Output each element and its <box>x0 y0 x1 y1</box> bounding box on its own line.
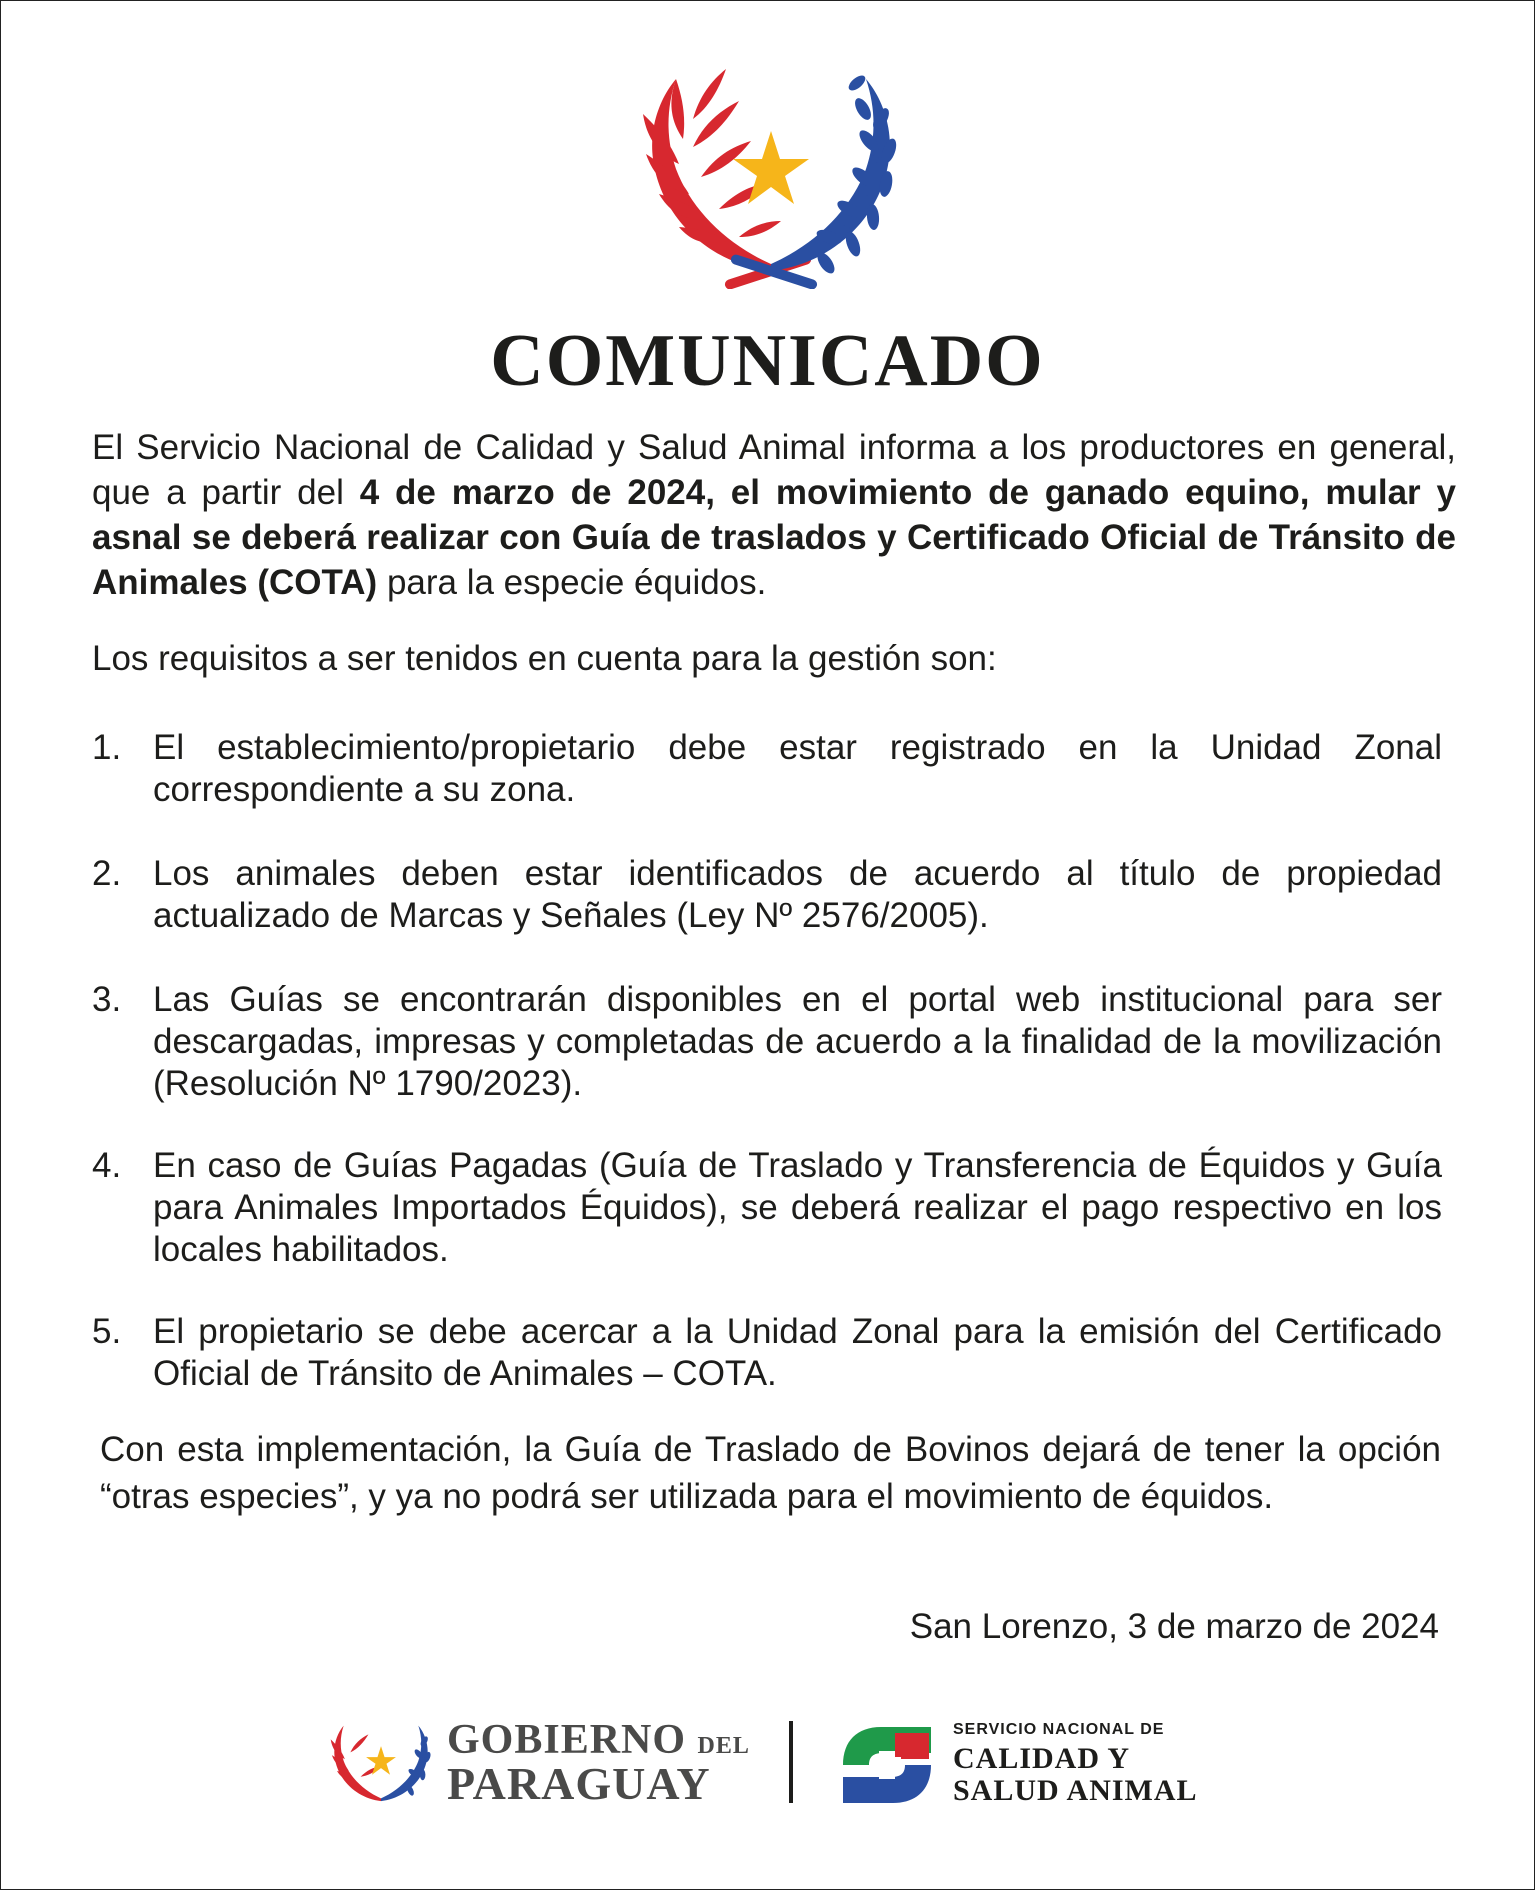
list-item-number: 4. <box>92 1146 122 1185</box>
list-item-text: En caso de Guías Pagadas (Guía de Traslado y Transferencia de Équidos y Guía para Animales Importados Équidos), se deberá realizar el pago respectivo en los locales habilitados. <box>153 1146 1442 1269</box>
footer-divider <box>789 1721 793 1803</box>
gov-word: GOBIERNO <box>447 1717 687 1763</box>
closing-paragraph: Con esta implementación, la Guía de Traslado de Bovinos dejará de tener la opción “otras especies”, y ya no podrá ser utilizada para el movimiento de équidos. <box>100 1430 1441 1516</box>
list-item-text: El propietario se debe acercar a la Unidad Zonal para la emisión del Certificado Oficial de Tránsito de Animales – COTA. <box>153 1312 1442 1393</box>
intro-text-start: El Servicio Nacional de Calidad y Salud Animal informa a los productores en general, que a partir del <box>92 428 1456 512</box>
senacsa-subtitle: SERVICIO NACIONAL DE <box>953 1721 1165 1738</box>
list-item-number: 5. <box>92 1312 122 1351</box>
footer <box>1 1701 1534 1831</box>
paraguay-national-emblem-icon <box>631 59 911 289</box>
senacsa-name-line2: SALUD ANIMAL <box>953 1774 1198 1807</box>
list-item-number: 2. <box>92 854 122 893</box>
intro-bold-text: 4 de marzo de 2024, el movimiento de ganado equino, mular y asnal se deberá realizar con Guía de traslados y Certificado Oficial de Tránsito de Animales (COTA) <box>92 473 1456 602</box>
list-item-text: El establecimiento/propietario debe estar registrado en la Unidad Zonal correspondiente a su zona. <box>153 728 1442 809</box>
list-item-number: 1. <box>92 728 122 767</box>
intro-text-end: para la especie équidos. <box>377 563 767 602</box>
intro-paragraph <box>92 425 1456 605</box>
list-item-number: 3. <box>92 980 122 1019</box>
requirements-lead: Los requisitos a ser tenidos en cuenta para la gestión son: <box>92 639 997 678</box>
gov-name-line2: PARAGUAY <box>447 1758 711 1809</box>
list-item-text: Los animales deben estar identificados de acuerdo al título de propiedad actualizado de Marcas y Señales (Ley Nº 2576/2005). <box>153 854 1442 935</box>
page-title: COMUNICADO <box>490 320 1045 402</box>
senacsa-name-line1: CALIDAD Y <box>953 1742 1131 1775</box>
date-line: San Lorenzo, 3 de marzo de 2024 <box>909 1607 1439 1646</box>
government-emblem-icon <box>326 1713 436 1813</box>
list-item-text: Las Guías se encontrarán disponibles en el portal web institucional para ser descargadas, impresas y completadas de acuerdo a la finalidad de la movilización (Resolución Nº 1790/2023). <box>153 980 1442 1103</box>
gov-del: DEL <box>697 1733 750 1759</box>
senacsa-logo-icon <box>839 1723 935 1807</box>
